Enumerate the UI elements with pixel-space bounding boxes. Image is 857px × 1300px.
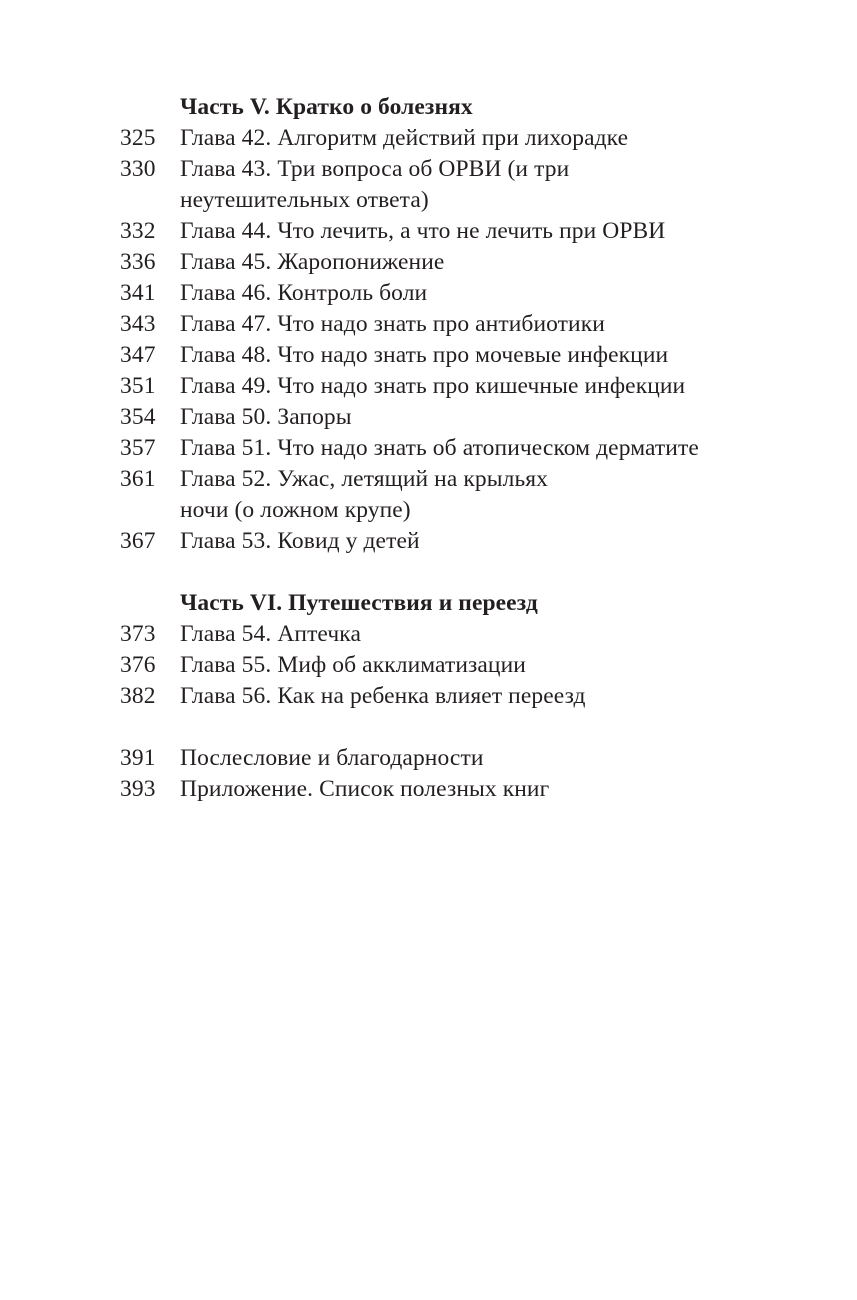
toc-entry[interactable] — [0, 619, 857, 650]
part-title: Часть VI. Путешествия и переезд — [180, 590, 538, 616]
toc-title: Глава 55. Миф об акклиматизации — [180, 652, 526, 678]
toc-title: Глава 45. Жаропонижение — [180, 249, 445, 275]
toc-page-number: 382 — [120, 683, 156, 709]
toc-page-number: 357 — [120, 435, 156, 461]
toc-page-number: 373 — [120, 621, 156, 647]
toc-title: Глава 51. Что надо знать об атопическом дерматите — [180, 435, 699, 461]
toc-title: Глава 44. Что лечить, а что не лечить при ОРВИ — [180, 218, 666, 244]
toc-page-number: 351 — [120, 373, 156, 399]
toc-entry[interactable] — [0, 340, 857, 371]
toc-entry[interactable] — [0, 650, 857, 681]
section-spacer — [0, 557, 857, 588]
toc-entry[interactable] — [0, 278, 857, 309]
toc-page-number: 341 — [120, 280, 156, 306]
toc-title: Глава 47. Что надо знать про антибиотики — [180, 311, 605, 337]
toc-page-number: 393 — [120, 776, 156, 802]
toc-entry[interactable] — [0, 371, 857, 402]
toc-entry[interactable] — [0, 123, 857, 154]
toc-page-number: 343 — [120, 311, 156, 337]
toc-entry[interactable] — [0, 526, 857, 557]
toc-entry[interactable] — [0, 774, 857, 805]
toc-entry[interactable] — [0, 681, 857, 712]
toc-entry[interactable] — [0, 216, 857, 247]
part-page-number — [0, 92, 180, 123]
toc-page-number: 367 — [120, 528, 156, 554]
toc-page-number: 376 — [120, 652, 156, 678]
part-title: Часть V. Кратко о болезнях — [180, 94, 473, 120]
table-of-contents — [0, 92, 857, 805]
toc-title: Глава 42. Алгоритм действий при лихорадке — [180, 125, 629, 151]
toc-page-number: 336 — [120, 249, 156, 275]
toc-title: Глава 43. Три вопроса об ОРВИ (и три неутешительных ответа) — [180, 156, 570, 213]
toc-entry[interactable] — [0, 743, 857, 774]
part-page-number — [0, 588, 180, 619]
toc-page-number: 332 — [120, 218, 156, 244]
toc-title: Глава 46. Контроль боли — [180, 280, 428, 306]
toc-page-number: 391 — [120, 745, 156, 771]
toc-page-number: 361 — [120, 466, 156, 492]
toc-entry[interactable] — [0, 247, 857, 278]
toc-page-number: 347 — [120, 342, 156, 368]
section-spacer — [0, 712, 857, 743]
toc-title: Приложение. Список полезных книг — [180, 776, 550, 802]
toc-entry[interactable] — [0, 464, 857, 526]
toc-title: Послесловие и благодарности — [180, 745, 484, 771]
toc-entry[interactable] — [0, 402, 857, 433]
toc-title: Глава 52. Ужас, летящий на крыльях ночи (о ложном крупе) — [180, 466, 549, 523]
toc-title: Глава 56. Как на ребенка влияет переезд — [180, 683, 586, 709]
toc-title: Глава 50. Запоры — [180, 404, 352, 430]
toc-title: Глава 54. Аптечка — [180, 621, 361, 647]
toc-title: Глава 53. Ковид у детей — [180, 528, 420, 554]
toc-entry[interactable] — [0, 154, 857, 216]
toc-title: Глава 49. Что надо знать про кишечные инфекции — [180, 373, 686, 399]
part-heading — [0, 588, 857, 619]
toc-page-number: 330 — [120, 156, 156, 182]
toc-page-number: 354 — [120, 404, 156, 430]
toc-entry[interactable] — [0, 433, 857, 464]
toc-page-number: 325 — [120, 125, 156, 151]
toc-title: Глава 48. Что надо знать про мочевые инфекции — [180, 342, 669, 368]
toc-entry[interactable] — [0, 309, 857, 340]
part-heading — [0, 92, 857, 123]
